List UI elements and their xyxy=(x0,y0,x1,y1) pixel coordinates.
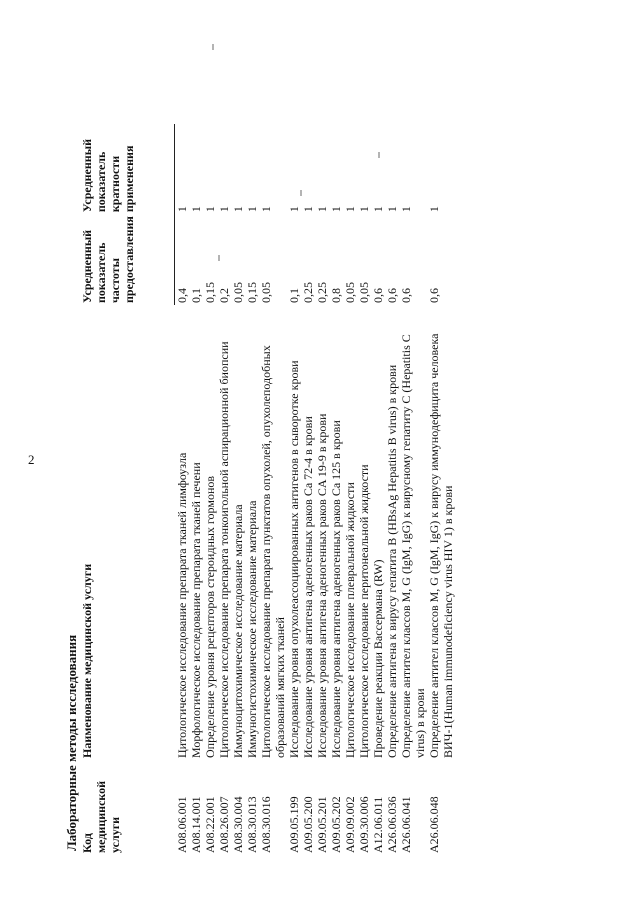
cell-code: A26.06.036 xyxy=(385,796,399,853)
cell-frequency: 0,6 xyxy=(371,288,385,303)
table-row xyxy=(203,124,217,855)
cell-name: Исследование уровня антигена аденогенных раков Ca 72-4 в крови xyxy=(301,416,315,758)
table-body xyxy=(175,124,456,855)
cell-code: A08.26.007 xyxy=(217,796,231,853)
cell-multiplicity: 1 xyxy=(427,206,441,213)
cell-frequency: 0,4 xyxy=(175,288,189,303)
services-table xyxy=(80,124,455,855)
table-row xyxy=(245,124,259,855)
cell-multiplicity: 1 xyxy=(245,206,259,213)
table-row xyxy=(189,124,203,855)
cell-code: A09.05.199 xyxy=(287,796,301,853)
cell-name: Проведение реакции Вассермана (RW) xyxy=(371,559,385,758)
cell-code: A08.14.001 xyxy=(189,796,203,853)
cell-multiplicity: 1 xyxy=(231,206,245,213)
cell-frequency: 0,05 xyxy=(343,282,357,303)
table-row xyxy=(287,124,301,855)
cell-multiplicity: 1 xyxy=(357,206,371,213)
cell-name: Морфологическое исследование препарата тканей печени xyxy=(189,462,203,758)
cell-name: Определение антигена к вирусу гепатита B (HBsAg Hepatitis B virus) в крови xyxy=(385,364,399,758)
cell-frequency: 0,6 xyxy=(399,288,413,303)
cell-name: Цитологическое исследование препарата тонкоигольной аспирационной биопсии xyxy=(217,341,231,758)
cell-code: A08.30.016 xyxy=(259,796,273,853)
cell-code: A09.05.202 xyxy=(329,796,343,853)
cell-code: A26.06.048 xyxy=(427,796,441,853)
cell-frequency: 0,15 xyxy=(203,282,217,303)
header-name: Наименование медицинской услуги xyxy=(80,563,94,758)
cell-code: A09.05.201 xyxy=(315,796,329,853)
cell-name: Определение уровня рецепторов стероидных гормонов xyxy=(203,475,217,758)
table-row xyxy=(329,124,343,855)
cell-code: A08.22.001 xyxy=(203,796,217,853)
cell-code: A08.30.013 xyxy=(245,796,259,853)
cell-frequency: 0,1 xyxy=(189,288,203,303)
table-row xyxy=(315,124,329,855)
cell-frequency: 0,25 xyxy=(315,282,329,303)
header-frequency: Усредненный показатель частоты предоставления xyxy=(80,214,175,305)
cell-multiplicity: 1 xyxy=(385,206,399,213)
cell-frequency: 0,2 xyxy=(217,288,231,303)
rotated-document xyxy=(64,55,584,855)
cell-multiplicity: 1 xyxy=(301,206,315,213)
cell-multiplicity: 1 xyxy=(399,206,413,213)
cell-multiplicity: 1 xyxy=(343,206,357,213)
cell-code: A26.06.041 xyxy=(399,796,413,853)
cell-code: A09.05.200 xyxy=(301,796,315,853)
cell-frequency: 0,05 xyxy=(259,282,273,303)
table-header-row xyxy=(80,124,175,855)
cell-frequency: 0,05 xyxy=(357,282,371,303)
page-number: 2 xyxy=(28,452,35,467)
table-row xyxy=(259,124,287,855)
cell-frequency: 0,6 xyxy=(427,288,441,303)
cell-name: Цитологическое исследование препарата тканей лимфоузла xyxy=(174,452,189,758)
cell-name: Цитологическое исследование плевральной жидкости xyxy=(343,482,357,758)
cell-name: Исследование уровня антигена аденогенных раков Ca 125 в крови xyxy=(329,420,343,758)
table-row xyxy=(427,124,455,855)
table-row xyxy=(343,124,357,855)
scan-speck xyxy=(212,44,214,50)
cell-code: A08.30.004 xyxy=(231,796,245,853)
table-row xyxy=(357,124,371,855)
cell-frequency: 0,8 xyxy=(329,288,343,303)
cell-multiplicity: 1 xyxy=(329,206,343,213)
cell-multiplicity: 1 xyxy=(315,206,329,213)
cell-name: Исследование уровня антигена аденогенных раков CA 19-9 в крови xyxy=(315,413,329,758)
table-row xyxy=(231,124,245,855)
cell-frequency: 0,25 xyxy=(301,282,315,303)
section-title: Лабораторные методы исследования xyxy=(64,634,79,851)
cell-code: A09.09.002 xyxy=(343,796,357,853)
cell-name: Иммуногистохимическое исследование материала xyxy=(245,500,259,758)
cell-multiplicity: 1 xyxy=(259,206,273,213)
table-row xyxy=(371,124,385,855)
cell-frequency: 0,15 xyxy=(245,282,259,303)
cell-multiplicity: 1 xyxy=(203,206,217,213)
cell-name: Цитологическое исследование препарата пунктатов опухолей, опухолеподобных образований мягких тканей xyxy=(259,345,287,758)
table-row xyxy=(385,124,399,855)
table-row xyxy=(217,124,231,855)
cell-name: Определение антител классов M, G (IgM, IgG) к вирусному гепатиту C (Hepatitis C virus) в крови xyxy=(399,334,427,758)
cell-name: Исследование уровня опухолеассоциированных антигенов в сыворотке крови xyxy=(287,360,301,758)
cell-name: Иммуноцитохимическое исследование материала xyxy=(231,504,245,758)
cell-frequency: 0,05 xyxy=(231,282,245,303)
header-code: Код медицинской услуги xyxy=(80,780,122,853)
cell-multiplicity: 1 xyxy=(189,206,203,213)
cell-multiplicity: 1 xyxy=(371,206,385,213)
cell-code: A09.30.006 xyxy=(357,796,371,853)
cell-code: A08.06.001 xyxy=(174,796,189,853)
cell-frequency: 0,6 xyxy=(385,288,399,303)
cell-name: Определение антител классов M, G (IgM, IgG) к вирусу иммунодефицита человека ВИЧ-1(Human immunodeficiency virus HIV 1) в крови xyxy=(427,333,455,758)
cell-code: A12.06.011 xyxy=(371,796,385,853)
table-row xyxy=(301,124,315,855)
header-multiplicity: Усредненный показатель кратности применения xyxy=(80,124,175,214)
cell-multiplicity: 1 xyxy=(217,206,231,213)
cell-multiplicity: 1 xyxy=(287,206,301,213)
table-row xyxy=(399,124,427,855)
cell-frequency: 0,1 xyxy=(287,288,301,303)
cell-name: Цитологическое исследование перитонеальной жидкости xyxy=(357,464,371,758)
cell-multiplicity: 1 xyxy=(175,206,189,213)
table-row xyxy=(175,124,190,855)
